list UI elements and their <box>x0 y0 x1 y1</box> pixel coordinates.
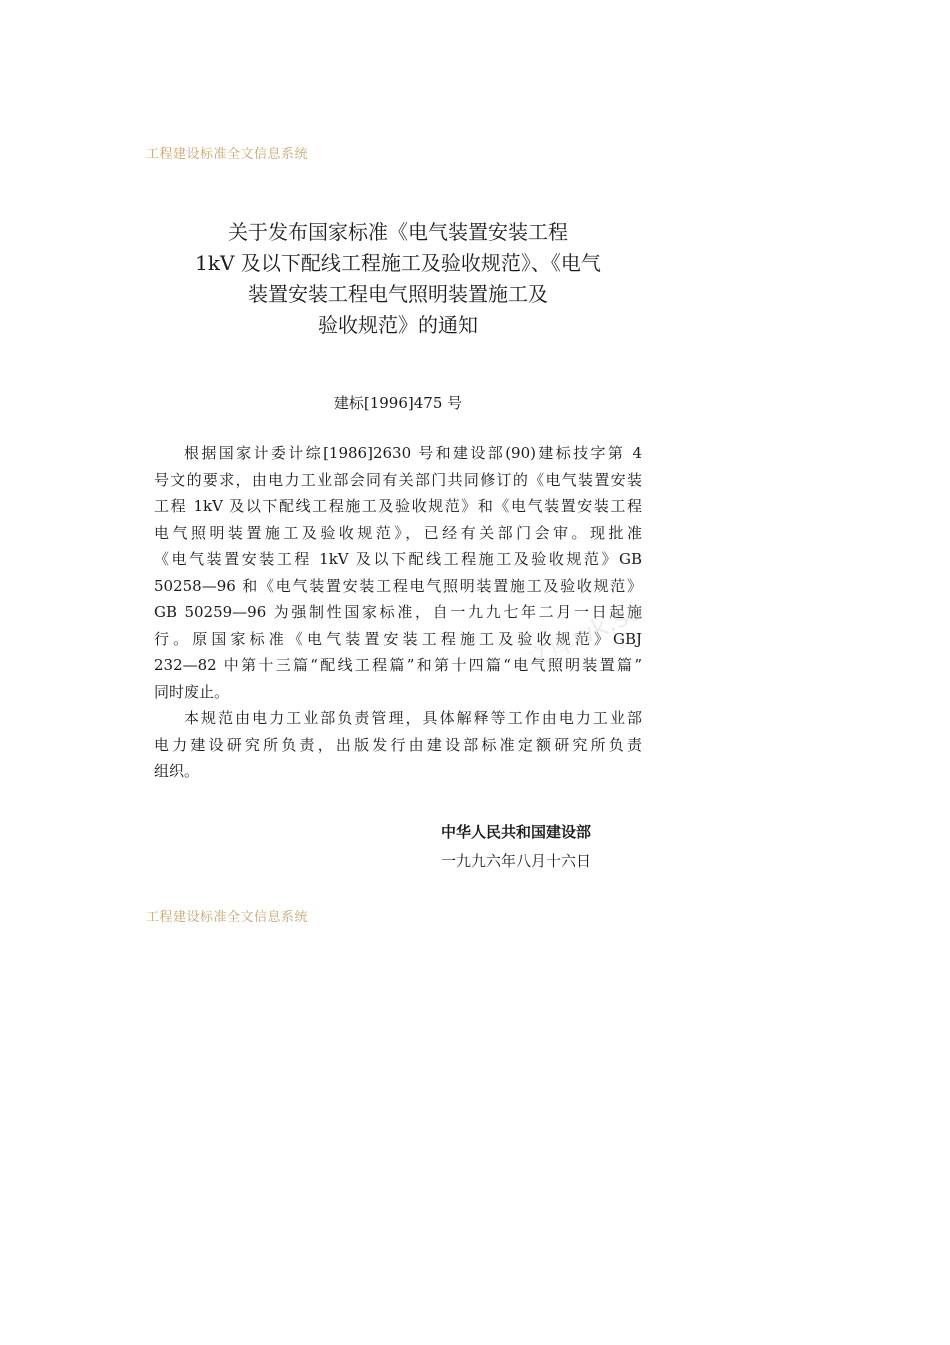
body-line: 根据国家计委计综[1986]2630 号和建设部(90)建标技字第 4 <box>184 444 642 462</box>
body-line: GB 50259—96 为强制性国家标准，自一九九七年二月一日起施 <box>154 603 642 621</box>
issuing-organization: 中华人民共和国建设部 <box>441 823 592 841</box>
body-line: 电气照明装置施工及验收规范》，已经有关部门会审。现批准 <box>154 523 642 542</box>
body-line: 同时废止。 <box>154 682 230 701</box>
body-line: 《电气装置安装工程 1kV 及以下配线工程施工及验收规范》GB <box>154 550 642 568</box>
paragraph-2 <box>154 705 642 785</box>
watermark: 文库wk.so <box>520 595 648 676</box>
title-line: 验收规范》的通知 <box>318 313 478 337</box>
body-line: 行。原国家标准《电气装置安装工程施工及验收规范》GBJ <box>154 629 642 648</box>
body-line: 工程 1kV 及以下配线工程施工及验收规范》和《电气装置安装工程 <box>154 497 642 515</box>
body-line: 电力建设研究所负责，出版发行由建设部标准定额研究所负责 <box>154 735 642 754</box>
body-line: 号文的要求，由电力工业部会同有关部门共同修订的《电气装置安装 <box>154 470 642 489</box>
footer-system-mark: 工程建设标准全文信息系统 <box>146 910 309 925</box>
body-line: 50258—96 和《电气装置安装工程电气照明装置施工及验收规范》 <box>154 576 642 595</box>
body-line: 本规范由电力工业部负责管理，具体解释等工作由电力工业部 <box>184 709 642 727</box>
title-line: 关于发布国家标准《电气装置安装工程 <box>228 220 568 244</box>
document-number: 建标[1996]475 号 <box>333 394 463 412</box>
signature-block <box>441 818 591 876</box>
body-line: 232—82 中第十三篇“配线工程篇”和第十四篇“电气照明装置篇” <box>154 656 642 674</box>
title-line: 1kV 及以下配线工程施工及验收规范》、《电气 <box>195 251 601 275</box>
issue-date: 一九九六年八月十六日 <box>441 852 592 870</box>
header-system-mark: 工程建设标准全文信息系统 <box>146 147 309 162</box>
document-body <box>154 440 642 785</box>
body-line: 组织。 <box>154 762 200 780</box>
document-title <box>150 217 646 341</box>
title-line: 装置安装工程电气照明装置施工及 <box>248 282 548 306</box>
paragraph-1 <box>154 440 642 705</box>
